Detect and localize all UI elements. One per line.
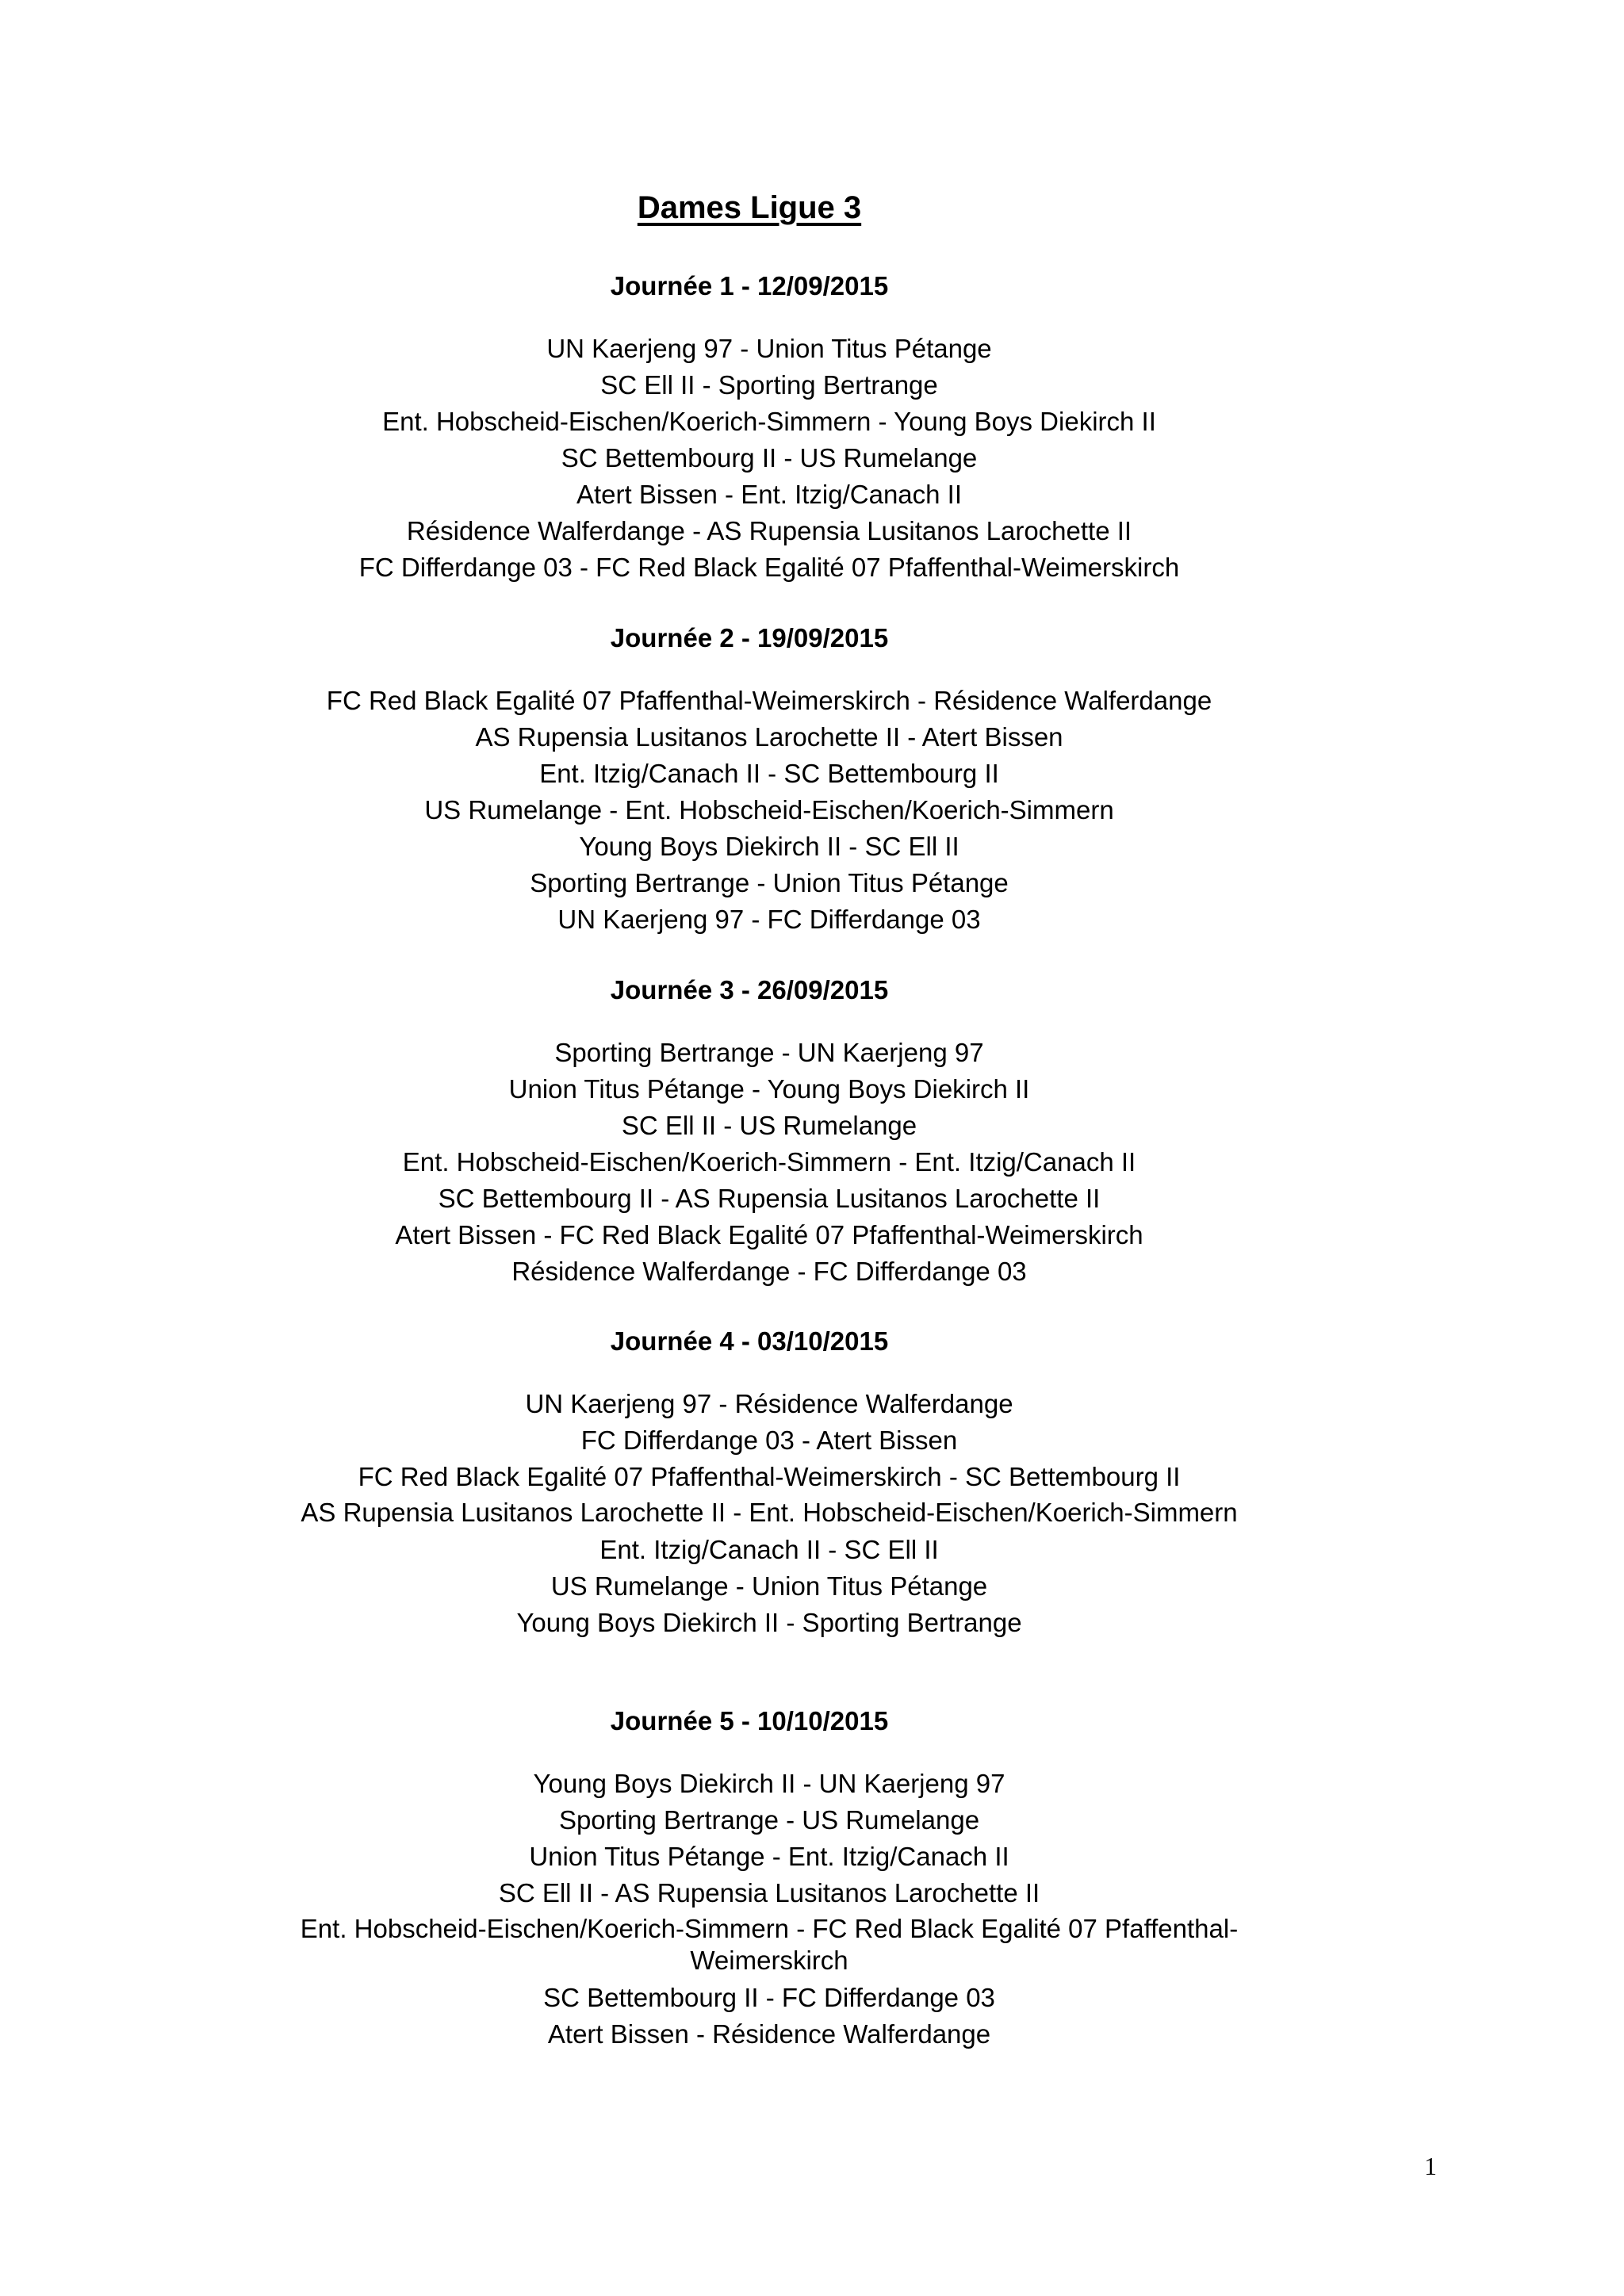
match-item: Résidence Walferdange - AS Rupensia Lusitanos Larochette II [406, 516, 1132, 545]
match-item: Atert Bissen - Résidence Walferdange [547, 2019, 991, 2049]
match-item: SC Bettembourg II - FC Differdange 03 [543, 1983, 995, 2012]
match-item: Résidence Walferdange - FC Differdange 03 [511, 1257, 1027, 1286]
matchday-4 [0, 1326, 1499, 1641]
match-item: SC Bettembourg II - AS Rupensia Lusitanos Larochette II [438, 1184, 1101, 1213]
matchday-5 [0, 1705, 1499, 2053]
match-item: AS Rupensia Lusitanos Larochette II - Ent. Hobscheid-Eischen/Koerich-Simmern [301, 1498, 1238, 1527]
match-item: Sporting Bertrange - UN Kaerjeng 97 [554, 1038, 984, 1067]
match-item: UN Kaerjeng 97 - Résidence Walferdange [525, 1389, 1013, 1418]
match-item: Sporting Bertrange - Union Titus Pétange [530, 868, 1009, 897]
page-title: Dames Ligue 3 [637, 190, 862, 225]
matchday-heading: Journée 5 - 10/10/2015 [610, 1706, 889, 1735]
match-list [0, 331, 1499, 586]
matchday-heading: Journée 4 - 03/10/2015 [610, 1326, 889, 1356]
match-item: UN Kaerjeng 97 - FC Differdange 03 [557, 905, 981, 934]
matchday-3 [0, 974, 1499, 1290]
match-item: SC Ell II - AS Rupensia Lusitanos Larochette II [498, 1878, 1040, 1908]
match-item: SC Ell II - US Rumelange [621, 1111, 917, 1140]
match-item: Union Titus Pétange - Ent. Itzig/Canach II [529, 1842, 1009, 1871]
match-item: SC Ell II - Sporting Bertrange [600, 370, 938, 400]
match-item: Atert Bissen - Ent. Itzig/Canach II [576, 480, 963, 509]
match-item: Ent. Itzig/Canach II - SC Bettembourg II [539, 759, 999, 788]
match-item: FC Differdange 03 - FC Red Black Egalité 07 Pfaffenthal-Weimerskirch [358, 553, 1180, 582]
match-item: Atert Bissen - FC Red Black Egalité 07 Pfaffenthal-Weimerskirch [395, 1220, 1143, 1249]
matchday-2 [0, 622, 1499, 938]
match-item: FC Differdange 03 - Atert Bissen [580, 1425, 958, 1455]
match-item: Union Titus Pétange - Young Boys Diekirch II [508, 1074, 1030, 1104]
match-item: Sporting Bertrange - US Rumelange [558, 1805, 980, 1835]
match-list [0, 1035, 1499, 1290]
match-item: Ent. Hobscheid-Eischen/Koerich-Simmern - FC Red Black Egalité 07 Pfaffenthal-Weimerskirch [300, 1914, 1239, 1975]
match-item: Ent. Hobscheid-Eischen/Koerich-Simmern - Ent. Itzig/Canach II [402, 1147, 1136, 1177]
match-item: FC Red Black Egalité 07 Pfaffenthal-Weimerskirch - SC Bettembourg II [358, 1462, 1181, 1491]
match-item: Young Boys Diekirch II - UN Kaerjeng 97 [533, 1769, 1005, 1798]
match-item: Young Boys Diekirch II - Sporting Bertrange [516, 1608, 1022, 1637]
matchday-1 [0, 270, 1499, 586]
matchday-heading: Journée 1 - 12/09/2015 [610, 271, 889, 300]
matchday-heading: Journée 2 - 19/09/2015 [610, 623, 889, 652]
match-item: AS Rupensia Lusitanos Larochette II - Atert Bissen [475, 722, 1063, 752]
match-item: Ent. Hobscheid-Eischen/Koerich-Simmern - Young Boys Diekirch II [382, 407, 1156, 436]
matchday-heading: Journée 3 - 26/09/2015 [610, 975, 889, 1004]
page-number: 1 [1424, 2152, 1437, 2180]
match-item: FC Red Black Egalité 07 Pfaffenthal-Weimerskirch - Résidence Walferdange [326, 686, 1212, 715]
match-item: Young Boys Diekirch II - SC Ell II [579, 832, 959, 861]
match-item: UN Kaerjeng 97 - Union Titus Pétange [546, 334, 992, 363]
match-item: SC Bettembourg II - US Rumelange [561, 443, 978, 473]
match-item: US Rumelange - Union Titus Pétange [550, 1571, 988, 1601]
match-list [0, 683, 1499, 938]
match-item: Ent. Itzig/Canach II - SC Ell II [599, 1535, 939, 1564]
match-list [0, 1766, 1499, 2053]
match-list [0, 1386, 1499, 1641]
match-item: US Rumelange - Ent. Hobscheid-Eischen/Koerich-Simmern [424, 795, 1114, 825]
